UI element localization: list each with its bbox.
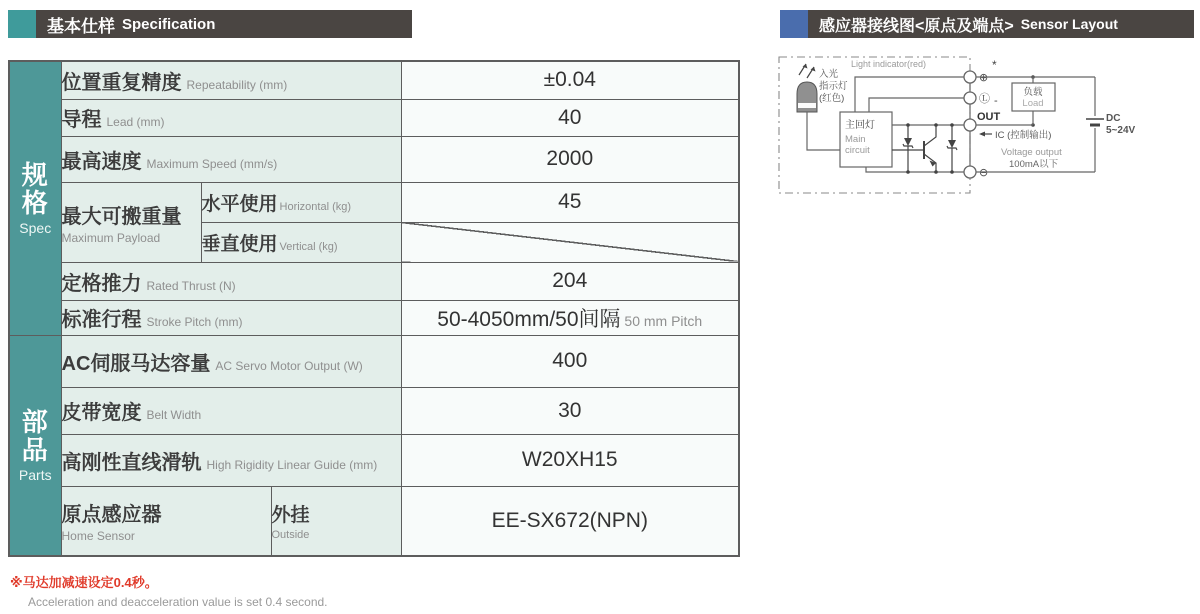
label-en: Rated Thrust (N) [146, 278, 236, 293]
label-en: Horizontal (kg) [279, 200, 352, 213]
value-belt-width: 30 [401, 387, 739, 434]
value-home-sensor: EE-SX672(NPN) [401, 486, 739, 556]
label-en: Vertical (kg) [279, 240, 338, 253]
main-circuit-en-label-2: circuit [845, 145, 870, 156]
incident-light-label: 入光 [819, 69, 839, 80]
ic-arrow-icon [979, 132, 992, 137]
label-zh: 皮带宽度 [61, 402, 142, 424]
label-home-sensor-mount [271, 486, 401, 556]
label-stroke-pitch [61, 300, 401, 335]
dc-label: DC [1106, 113, 1121, 124]
table-row [9, 262, 739, 300]
label-max-payload [61, 182, 201, 262]
load-en-label: Load [1022, 98, 1044, 109]
blue-accent-square-icon [780, 10, 808, 38]
label-zh: 定格推力 [61, 272, 142, 295]
main-circuit-en-label-1: Main [845, 134, 866, 145]
label-zh: 最大可搬重量 [61, 205, 182, 228]
label-zh: 最高速度 [61, 150, 142, 173]
sensor-layout-header-en: Sensor Layout [1020, 16, 1118, 32]
label-en: Home Sensor [61, 529, 135, 544]
table-row [9, 182, 739, 222]
zener-diode-icon [903, 125, 913, 172]
label-en: High Rigidity Linear Guide (mm) [206, 457, 378, 472]
label-en: Maximum Payload [61, 230, 161, 245]
value-main: 50-4050mm/50间隔 [437, 307, 621, 331]
label-vertical [201, 222, 401, 262]
value-vertical-crossed-out [401, 222, 739, 262]
label-zh: 水平使用 [201, 193, 278, 215]
label-max-speed [61, 136, 401, 182]
plus-symbol: ⊕ [979, 72, 989, 84]
terminal-l-icon [964, 92, 976, 104]
load-zh-label: 负载 [1023, 87, 1043, 98]
label-zh: 高刚性直线滑轨 [61, 451, 202, 474]
label-zh: 标准行程 [61, 309, 142, 331]
teal-accent-square-icon [8, 10, 36, 38]
indicator-label: 指示灯 [819, 81, 848, 92]
dc-range-label: 5~24V [1106, 125, 1136, 136]
section-parts [9, 335, 61, 556]
label-en: Maximum Speed (mm/s) [146, 156, 278, 171]
terminal-out-icon [964, 119, 976, 131]
table-row [9, 434, 739, 486]
label-en: Outside [271, 529, 310, 542]
label-repeatability [61, 61, 401, 99]
light-arrows-icon [799, 64, 816, 78]
main-circuit-zh-label: 主回灯 [845, 120, 875, 131]
voltage-output-label: Voltage output [1001, 147, 1062, 158]
spec-header-zh: 基本仕样 [47, 16, 115, 36]
value-linear-guide: W20XH15 [401, 434, 739, 486]
spec-header-en: Specification [122, 15, 216, 33]
label-zh: 外挂 [271, 505, 310, 527]
value-servo-output: 400 [401, 335, 739, 387]
terminal-plus-icon [964, 71, 976, 83]
l-symbol: Ⓛ [979, 93, 990, 105]
label-zh: 导程 [61, 109, 102, 131]
spec-table [8, 60, 740, 557]
label-rated-thrust [61, 262, 401, 300]
section-spec [9, 61, 61, 335]
label-en: Repeatability (mm) [186, 77, 288, 92]
label-en: Belt Width [146, 408, 202, 422]
label-servo-output [61, 335, 401, 387]
table-row [9, 99, 739, 136]
sensor-layout-header-text [808, 10, 1194, 38]
footnote-zh: ※马达加减速设定0.4秒。 [10, 575, 158, 590]
label-lead [61, 99, 401, 136]
battery-icon [1086, 119, 1104, 125]
label-horizontal [201, 182, 401, 222]
table-row [9, 300, 739, 335]
label-en: Lead (mm) [106, 115, 165, 129]
l-dash-symbol: - [994, 95, 998, 107]
section-spec-zh: 规格 [21, 159, 49, 218]
minus-symbol: ⊖ [979, 167, 989, 179]
label-zh: 垂直使用 [201, 233, 278, 255]
spec-header-bar [8, 10, 412, 38]
label-home-sensor [61, 486, 271, 556]
value-lead: 40 [401, 99, 739, 136]
footnote-en: Acceleration and deacceleration value is set 0.4 second. [28, 595, 328, 609]
value-max-speed: 2000 [401, 136, 739, 182]
label-zh: 位置重复精度 [61, 71, 182, 94]
red-label: (红色) [819, 93, 845, 104]
label-linear-guide [61, 434, 401, 486]
label-zh: AC伺服马达容量 [61, 352, 211, 375]
footnote [10, 572, 328, 609]
label-belt-width [61, 387, 401, 434]
table-row [9, 61, 739, 99]
value-horizontal: 45 [401, 182, 739, 222]
ic-label: IC (控制输出) [995, 130, 1052, 141]
out-label: OUT [977, 111, 1001, 123]
section-parts-zh: 部品 [21, 406, 49, 465]
spec-header-text [36, 10, 412, 38]
label-en: AC Servo Motor Output (W) [215, 358, 363, 373]
current-max-label: 100mA以下 [1009, 159, 1059, 170]
zener-diode-icon [947, 125, 957, 172]
table-row [9, 486, 739, 556]
light-indicator-en-label: Light indicator(red) [851, 59, 927, 69]
value-repeatability: ±0.04 [401, 61, 739, 99]
section-spec-en: Spec [19, 219, 52, 236]
sensor-wiring-diagram [775, 50, 1200, 210]
sensor-layout-header-zh: 感应器接线图<原点及端点> [819, 17, 1014, 35]
value-suffix: 50 mm Pitch [620, 312, 703, 329]
table-row [9, 136, 739, 182]
label-en: Stroke Pitch (mm) [146, 315, 243, 329]
table-row [9, 387, 739, 434]
sensor-layout-header-bar [780, 10, 1194, 38]
asterisk-symbol: * [992, 58, 997, 72]
value-rated-thrust: 204 [401, 262, 739, 300]
led-indicator-icon [797, 82, 817, 112]
terminal-minus-icon [964, 166, 976, 178]
section-parts-en: Parts [18, 466, 52, 483]
table-row [9, 335, 739, 387]
label-zh: 原点感应器 [61, 504, 162, 527]
value-stroke-pitch [401, 300, 739, 335]
transistor-icon [892, 125, 936, 172]
